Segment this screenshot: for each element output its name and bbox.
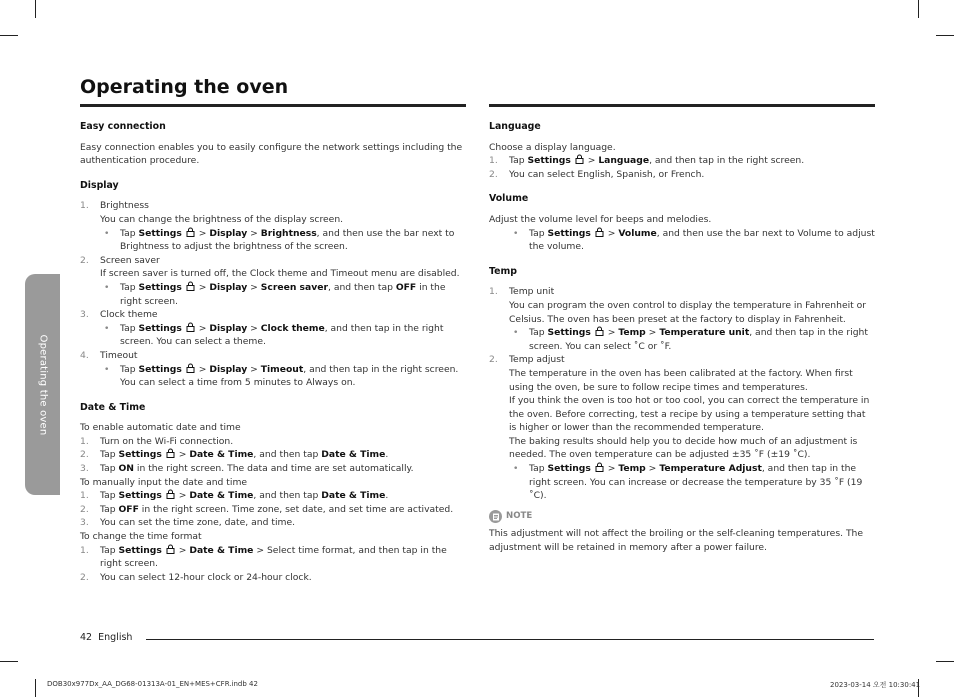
section-heading-date-time: Date & Time [80,401,146,413]
lock-icon [595,326,604,336]
crop-mark [918,0,919,18]
item-desc: You can program the oven control to display the temperature in Fahrenheit or Celsius. The oven has been preset at the factory to display in Fahrenheit. [509,299,867,325]
easy-connection-text: Easy connection enables you to easily configure the network settings including the authentication procedure. [80,141,463,167]
language-text: Choose a display language. [489,141,616,153]
crop-mark [936,661,954,662]
page-footer [80,632,132,643]
item-desc: The baking results should help you to decide how much of an adjustment is needed. The oven temperature can be adjusted ±35 ˚F (±19 ˚C). [509,435,858,461]
lock-icon [186,363,195,373]
crop-mark [0,35,18,36]
lock-icon [575,154,584,164]
list-item: 1. Tap Settings > Language, and then tap in the right screen. [489,155,805,167]
list-item: 1. Tap Settings > Date & Time, and then tap Date & Time. [80,490,389,502]
lock-icon [166,448,175,458]
list-item: 4. Timeout [80,349,466,363]
date-time-format-intro: To change the time format [80,531,202,543]
item-title: Screen saver [100,254,160,266]
item-desc: If screen saver is turned off, the Clock theme and Timeout menu are disabled. [100,268,460,280]
page-title: Operating the oven [80,76,289,98]
lock-icon [186,281,195,291]
list-item: • Tap Settings > Display > Screen saver, and then tap OFF in the right screen. [104,281,446,307]
side-tab-label: Operating the oven [37,334,48,435]
section-heading-display: Display [80,179,119,191]
left-column [80,120,466,584]
item-title: Temp adjust [509,354,565,366]
page-language: English [98,632,133,643]
list-item: • Tap Settings > Display > Timeout, and then tap in the right screen. You can select a time from 5 minutes to Always on. [104,363,459,389]
item-title: Clock theme [100,309,158,321]
list-item: 3. You can set the time zone, date, and time. [80,517,296,529]
chapter-side-tab [25,274,60,495]
right-column [489,120,875,555]
list-item: 1. Tap Settings > Date & Time > Select time format, and then tap in the right screen. [80,544,447,570]
volume-text: Adjust the volume level for beeps and melodies. [489,213,712,225]
crop-mark [0,661,18,662]
list-item: • Tap Settings > Temp > Temperature unit, and then tap in the right screen. You can select ˚C or ˚F. [513,327,868,352]
print-slug-file: DOB30x977Dx_AA_DG68-01313A-01_EN+MES+CFR.indb 42 [47,680,258,688]
crop-mark [35,0,36,18]
list-item: 2. Tap Settings > Date & Time, and then tap Date & Time. [80,449,389,461]
list-item: 1. Turn on the Wi-Fi connection. [80,435,234,447]
lock-icon [166,544,175,554]
list-item: 3. Tap ON in the right screen. The data and time are set automatically. [80,463,414,475]
note-icon [489,510,502,523]
list-item: 2. Temp adjust The temperature in the oven has been calibrated at the factory. When first using the oven, be sure to follow recipe times and temperatures. If you think the oven is too hot or too cool, you can correct the temperature in the oven. Before correcting, test a recipe by using a temperature setting that is higher or lower than the recommended temperature. The baking results should help you to decide how much of an adjustment is needed. The oven temperature can be adjusted ±35 ˚F (±19 ˚C). [489,353,875,462]
list-item: 1. Brightness You can change the brightness of the display screen. [80,199,466,226]
list-item: 1. Temp unit You can program the oven control to display the temperature in Fahrenheit or Celsius. The oven has been preset at the factory to display in Fahrenheit. [489,285,875,326]
note-heading [489,510,875,524]
list-item: 2. You can select 12-hour clock or 24-hour clock. [80,571,312,583]
print-slug-date: 2023-03-14 오전 10:30:41 [830,681,921,689]
lock-icon [166,489,175,499]
list-item: • Tap Settings > Volume, and then use the bar next to Volume to adjust the volume. [513,227,875,253]
date-time-auto-intro: To enable automatic date and time [80,422,241,434]
list-item: 2. Screen saver If screen saver is turned off, the Clock theme and Timeout menu are disabled. [80,254,466,281]
lock-icon [595,462,604,472]
section-heading-volume: Volume [489,193,529,205]
item-desc: If you think the oven is too hot or too cool, you can correct the temperature in the oven. Before correcting, test a recipe by using a temperature setting that is higher or lower than the recommended temperature. [509,395,870,434]
lock-icon [595,227,604,237]
section-heading-language: Language [489,121,541,132]
crop-mark [35,679,36,697]
list-item: • Tap Settings > Display > Clock theme, and then tap in the right screen. You can select a theme. [104,322,444,348]
title-rule-left [80,104,466,107]
item-title: Brightness [100,200,149,212]
item-desc: You can change the brightness of the display screen. [100,213,344,225]
section-heading-temp: Temp [489,265,517,277]
list-item: • Tap Settings > Temp > Temperature Adjust, and then tap in the right screen. You can increase or decrease the temperature by 35 ˚F (19 ˚C). [513,463,863,502]
lock-icon [186,227,195,237]
note-text: This adjustment will not affect the broiling or the self-cleaning temperatures. The adjustment will be retained in memory after a power failure. [489,528,864,554]
list-item: • Tap Settings > Display > Brightness, and then use the bar next to Brightness to adjust the brightness of the screen. [104,227,455,253]
item-desc: The temperature in the oven has been calibrated at the factory. When first using the oven, be sure to follow recipe times and temperatures. [509,367,853,393]
date-time-manual-intro: To manually input the date and time [80,476,248,488]
item-title: Temp unit [509,286,555,298]
list-item: 2. You can select English, Spanish, or French. [489,168,705,180]
title-rule-right [489,104,875,107]
note-label: NOTE [506,510,533,521]
list-item: 3. Clock theme [80,308,466,322]
list-item: 2. Tap OFF in the right screen. Time zone, set date, and set time are activated. [80,503,454,515]
lock-icon [186,322,195,332]
section-heading-easy-connection: Easy connection [80,121,166,132]
item-title: Timeout [100,349,138,361]
crop-mark [936,35,954,36]
footer-rule [146,639,874,640]
page-number: 42 [80,632,93,643]
